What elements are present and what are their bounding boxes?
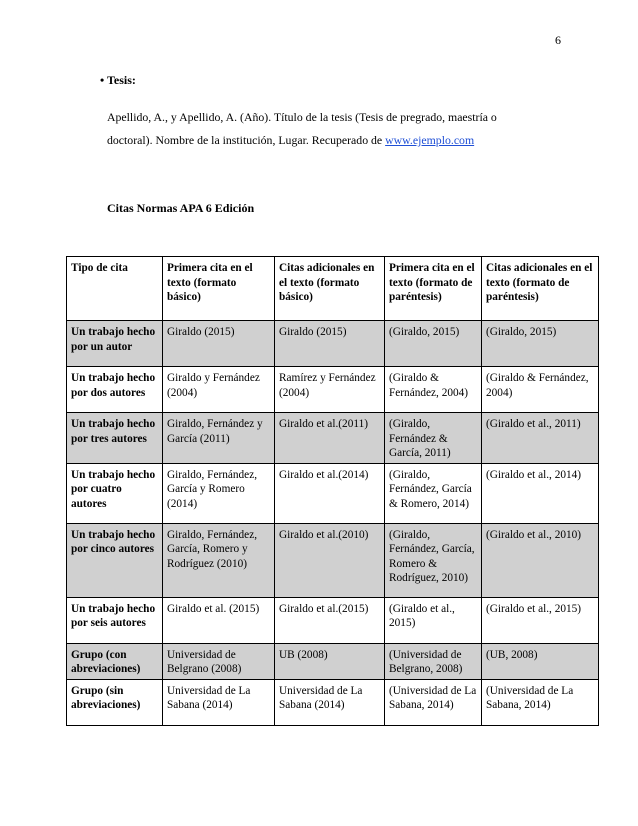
row-header-cell: Un trabajo hecho por dos autores bbox=[67, 367, 163, 413]
table-cell: Universidad de La Sabana (2014) bbox=[163, 679, 275, 725]
row-header-cell: Grupo (sin abreviaciones) bbox=[67, 679, 163, 725]
row-header-cell: Grupo (con abreviaciones) bbox=[67, 643, 163, 679]
table-cell: (Giraldo et al., 2014) bbox=[482, 463, 599, 523]
row-header-cell: Un trabajo hecho por seis autores bbox=[67, 597, 163, 643]
table-cell: (Universidad de Belgrano, 2008) bbox=[385, 643, 482, 679]
table-row bbox=[67, 321, 599, 367]
table-cell: (Giraldo, 2015) bbox=[482, 321, 599, 367]
section-title: Citas Normas APA 6 Edición bbox=[107, 201, 255, 215]
thesis-reference-text: doctoral). Nombre de la institución, Lugar. Recuperado de bbox=[107, 133, 386, 147]
table-cell: Universidad de Belgrano (2008) bbox=[163, 643, 275, 679]
table-cell: (Giraldo et al., 2015) bbox=[482, 597, 599, 643]
table-header-row bbox=[67, 257, 599, 321]
table-cell: Giraldo y Fernández (2004) bbox=[163, 367, 275, 413]
table-row bbox=[67, 643, 599, 679]
table-row bbox=[67, 523, 599, 597]
table-cell: Giraldo, Fernández y García (2011) bbox=[163, 413, 275, 464]
table-cell: Giraldo (2015) bbox=[163, 321, 275, 367]
row-header-cell: Un trabajo hecho por tres autores bbox=[67, 413, 163, 464]
table-cell: (Giraldo et al., 2010) bbox=[482, 523, 599, 597]
header-cell: Primera cita en el texto (formato básico) bbox=[163, 257, 275, 321]
thesis-reference-line-2 bbox=[107, 133, 547, 148]
table-cell: Giraldo et al.(2010) bbox=[275, 523, 385, 597]
row-header-cell: Un trabajo hecho por un autor bbox=[67, 321, 163, 367]
table-cell: (Universidad de La Sabana, 2014) bbox=[385, 679, 482, 725]
table-cell: (Giraldo, Fernández, García, Romero & Rodríguez, 2010) bbox=[385, 523, 482, 597]
table-cell: Giraldo et al.(2015) bbox=[275, 597, 385, 643]
table-cell: UB (2008) bbox=[275, 643, 385, 679]
table-cell: (Giraldo, 2015) bbox=[385, 321, 482, 367]
row-header-cell: Un trabajo hecho por cuatro autores bbox=[67, 463, 163, 523]
table-cell: Giraldo, Fernández, García, Romero y Rodríguez (2010) bbox=[163, 523, 275, 597]
table-cell: (Giraldo et al., 2015) bbox=[385, 597, 482, 643]
bullet-heading bbox=[100, 73, 136, 88]
table-cell: Giraldo et al. (2015) bbox=[163, 597, 275, 643]
page-number: 6 bbox=[555, 33, 561, 47]
table-row bbox=[67, 679, 599, 725]
example-link[interactable]: www.ejemplo.com bbox=[385, 133, 475, 147]
table-cell: (Giraldo, Fernández & García, 2011) bbox=[385, 413, 482, 464]
table-cell: Giraldo et al.(2014) bbox=[275, 463, 385, 523]
table-row bbox=[67, 367, 599, 413]
table-cell: Ramírez y Fernández (2004) bbox=[275, 367, 385, 413]
apa-citation-table bbox=[66, 256, 599, 726]
table-row bbox=[67, 413, 599, 464]
table-cell: Giraldo (2015) bbox=[275, 321, 385, 367]
table-cell: (Giraldo et al., 2011) bbox=[482, 413, 599, 464]
table-cell: Universidad de La Sabana (2014) bbox=[275, 679, 385, 725]
table-row bbox=[67, 463, 599, 523]
bullet-heading-text: Tesis: bbox=[107, 73, 136, 87]
header-cell: Tipo de cita bbox=[67, 257, 163, 321]
table-cell: (Giraldo & Fernández, 2004) bbox=[482, 367, 599, 413]
row-header-cell: Un trabajo hecho por cinco autores bbox=[67, 523, 163, 597]
header-cell: Citas adicionales en el texto (formato básico) bbox=[275, 257, 385, 321]
table-cell: Giraldo et al.(2011) bbox=[275, 413, 385, 464]
table-cell: (Giraldo & Fernández, 2004) bbox=[385, 367, 482, 413]
header-cell: Primera cita en el texto (formato de paréntesis) bbox=[385, 257, 482, 321]
header-cell: Citas adicionales en el texto (formato de paréntesis) bbox=[482, 257, 599, 321]
table-row bbox=[67, 597, 599, 643]
table-cell: (UB, 2008) bbox=[482, 643, 599, 679]
bullet-icon: • bbox=[100, 73, 105, 87]
table-cell: (Giraldo, Fernández, García & Romero, 2014) bbox=[385, 463, 482, 523]
thesis-reference-line-1: Apellido, A., y Apellido, A. (Año). Título de la tesis (Tesis de pregrado, maestría o bbox=[107, 110, 497, 124]
table-cell: Giraldo, Fernández, García y Romero (2014) bbox=[163, 463, 275, 523]
table-cell: (Universidad de La Sabana, 2014) bbox=[482, 679, 599, 725]
